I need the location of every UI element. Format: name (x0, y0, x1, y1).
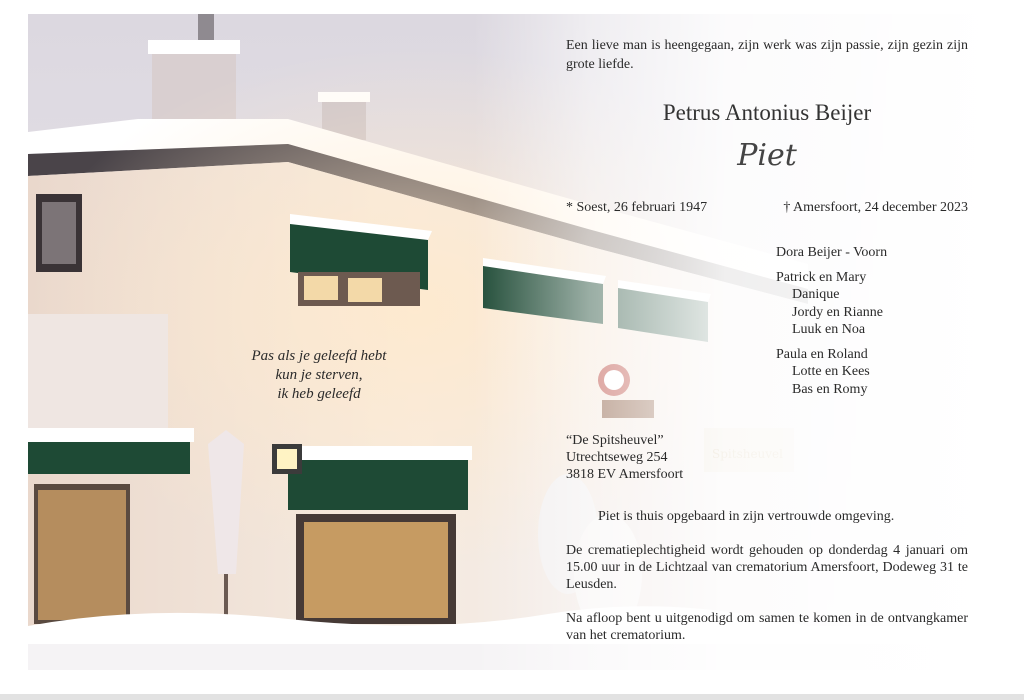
family-list (776, 244, 976, 398)
family-child: Lotte en Kees (792, 364, 870, 379)
lying-in-state-text: Piet is thuis opgebaard in zijn vertrouwde omgeving. (598, 509, 895, 524)
family-member: Paula en Roland (776, 346, 868, 362)
reception-text: Na afloop bent u uitgenodigd om samen te komen in de ontvangkamer van het crematorium. (566, 611, 968, 643)
address-line: “De Spitsheuvel” (566, 433, 664, 448)
family-child: Danique (792, 287, 840, 302)
family-child: Jordy en Rianne (792, 304, 883, 320)
memorial-quote (248, 347, 390, 404)
family-child: Luuk en Noa (792, 322, 866, 337)
quote-line: ik heb geleefd (277, 386, 361, 402)
death-info: † Amersfoort, 24 december 2023 (783, 200, 968, 215)
cremation-details-text: De crematieplechtigheid wordt gehouden op donderdag 4 januari om 15.00 uur in de Lichtzaal van crematorium Amersfoort, Dodeweg 31 te Leusden. (566, 543, 968, 592)
address-line: Utrechtseweg 254 (566, 450, 668, 465)
intro-text: Een lieve man is heengegaan, zijn werk was zijn passie, zijn gezin zijn grote liefde. (566, 38, 968, 72)
deceased-full-name: Petrus Antonius Beijer (662, 100, 872, 125)
page-divider (0, 694, 1024, 700)
deceased-nickname: Piet (737, 138, 797, 173)
quote-line: Pas als je geleefd hebt (251, 348, 387, 364)
address-block (566, 432, 683, 483)
quote-line: kun je sterven, (275, 367, 363, 383)
address-line: 3818 EV Amersfoort (566, 467, 684, 482)
family-member: Dora Beijer - Voorn (776, 245, 888, 260)
family-member: Patrick en Mary (776, 269, 867, 285)
birth-info: * Soest, 26 februari 1947 (566, 200, 708, 215)
family-child: Bas en Romy (792, 381, 868, 397)
condolence-card (28, 14, 996, 670)
